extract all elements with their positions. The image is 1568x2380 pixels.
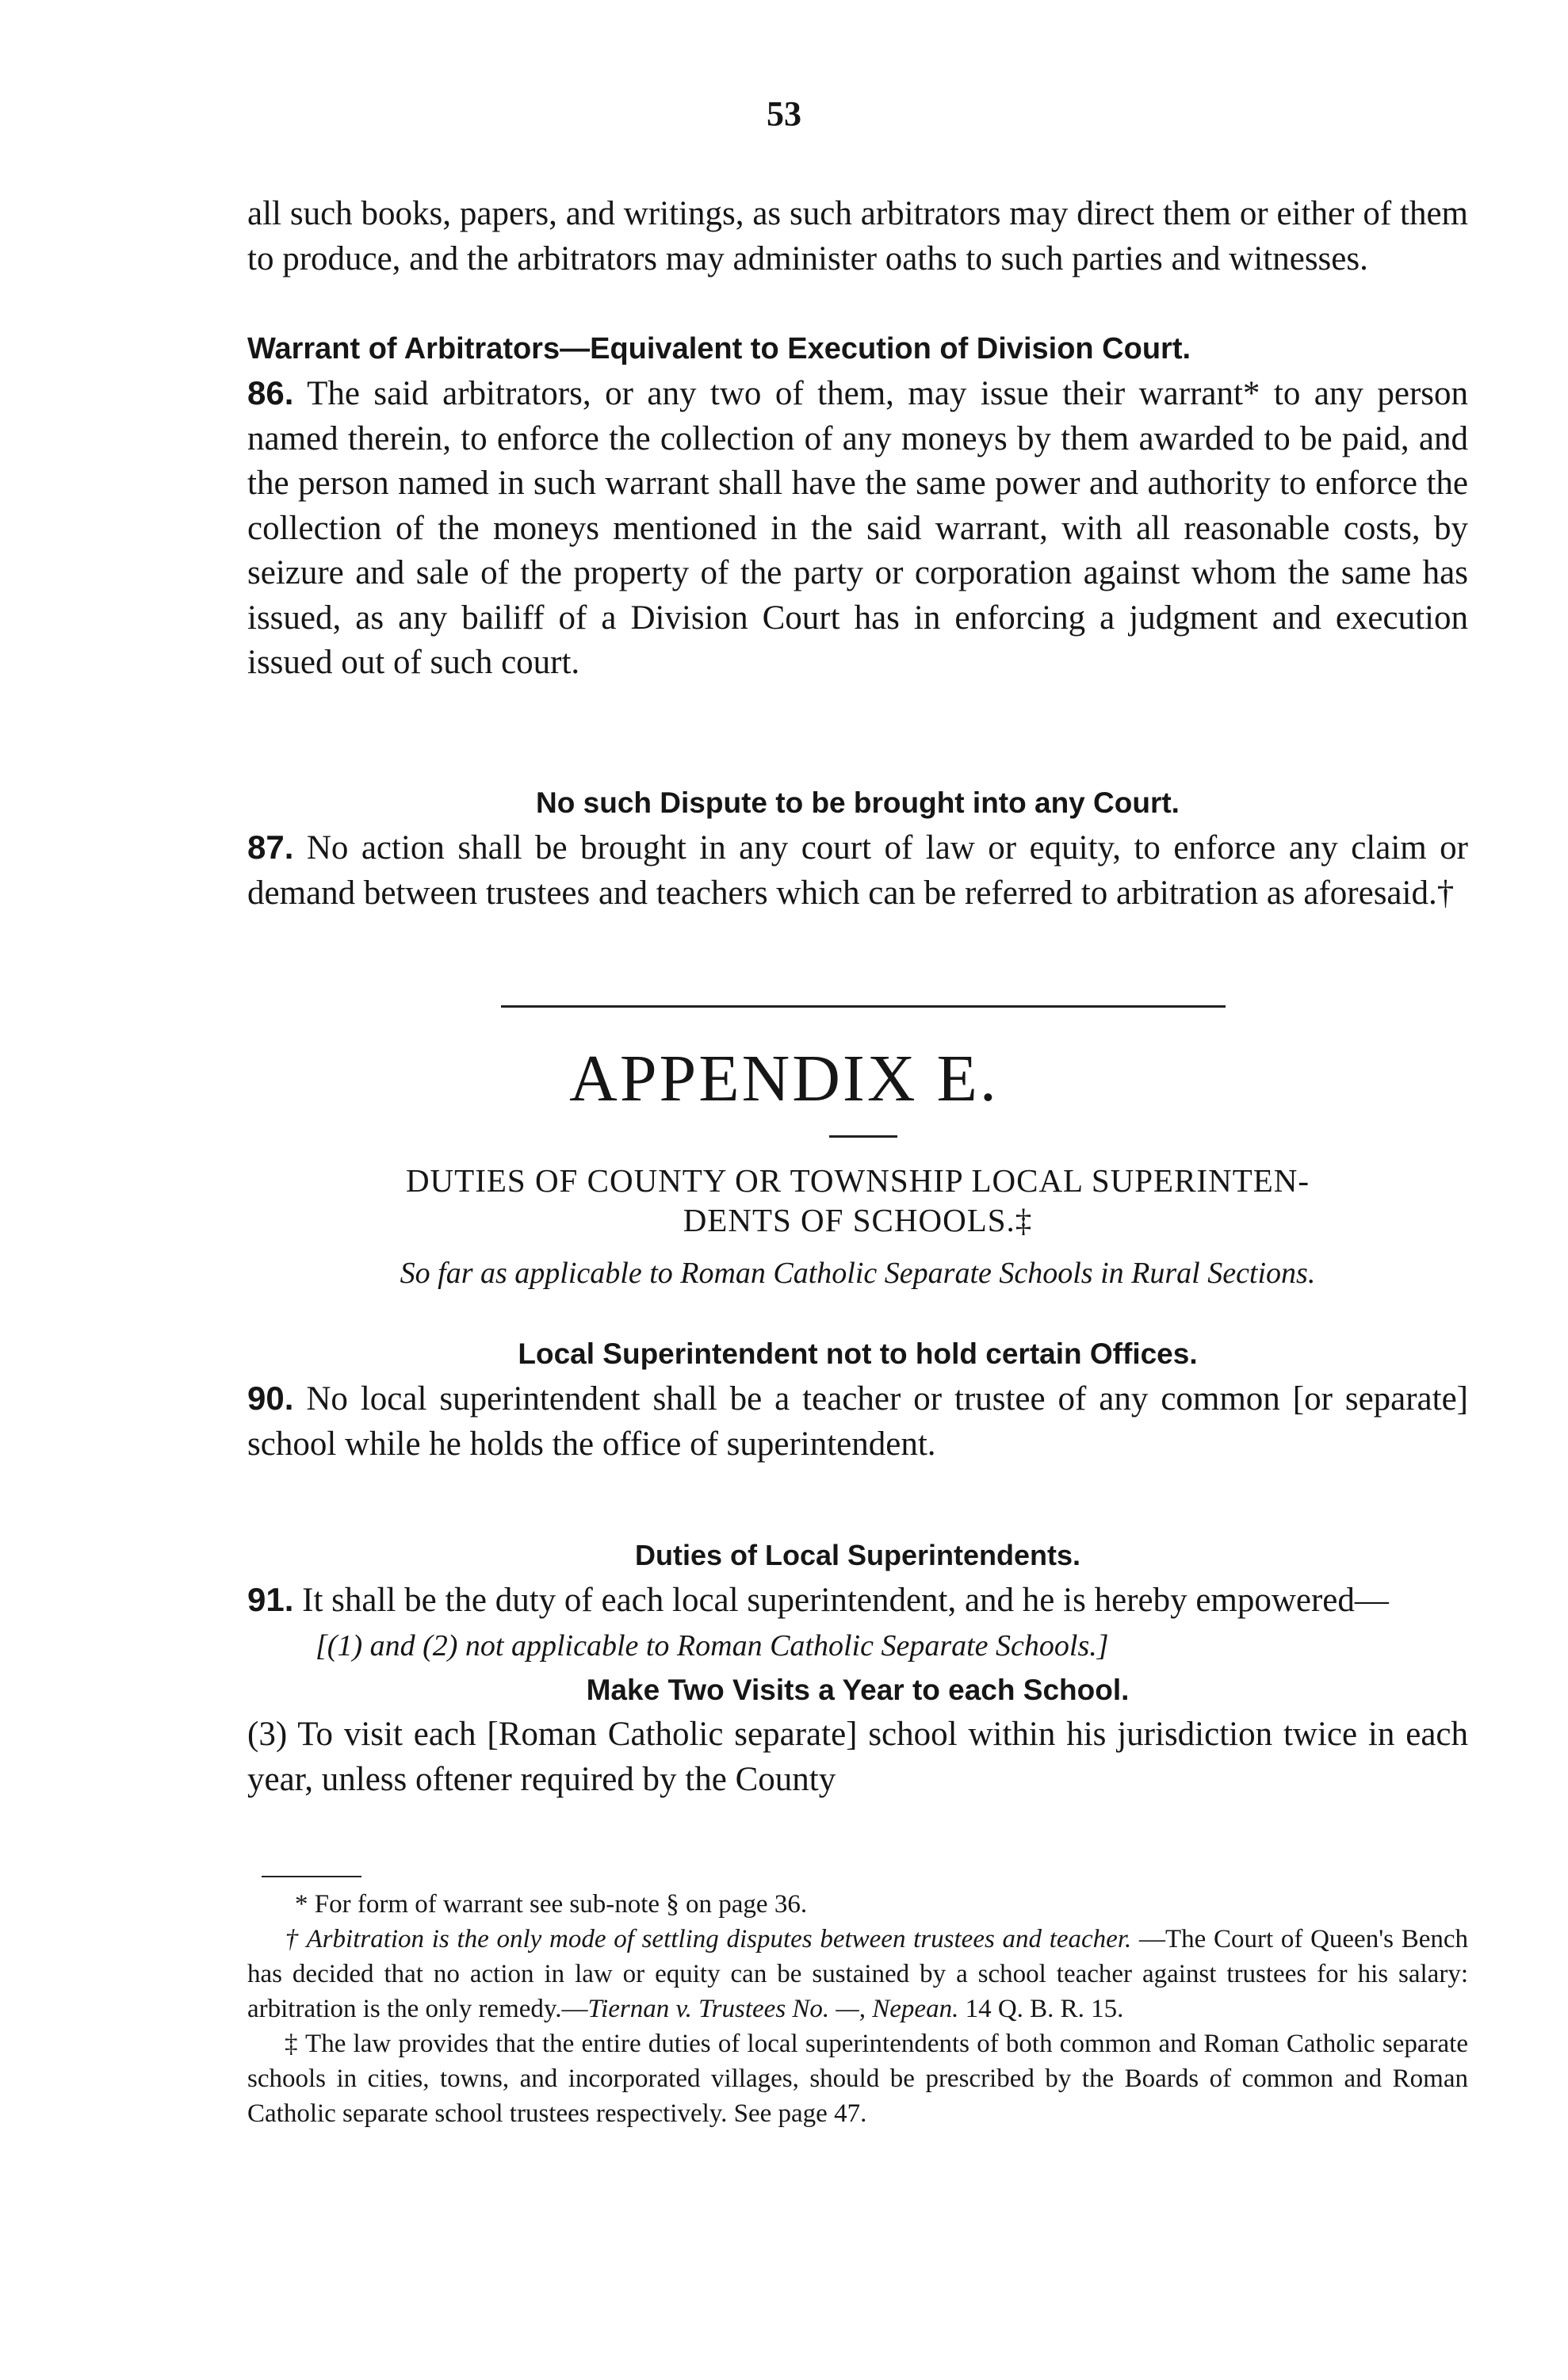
section-divider bbox=[501, 1005, 1226, 1008]
title-dash bbox=[829, 1135, 897, 1138]
page-number: 53 bbox=[767, 94, 801, 133]
footnote-1: * For form of warrant see sub-note § on page 36. bbox=[295, 1890, 808, 1919]
appendix-subtitle bbox=[247, 1161, 1468, 1240]
section-91-block bbox=[247, 1533, 1468, 1802]
appendix-subtitle-line-2: DENTS OF SCHOOLS.‡ bbox=[683, 1202, 1033, 1238]
section-87-block bbox=[247, 781, 1468, 916]
heading-warrant: Warrant of Arbitrators—Equivalent to Execution of Division Court. bbox=[247, 332, 1191, 365]
top-paragraph-block bbox=[247, 192, 1468, 281]
heading-dispute: No such Dispute to be brought into any Court. bbox=[536, 786, 1180, 819]
footnote-2-lead: † Arbitration is the only mode of settling disputes between trustees and teacher. bbox=[284, 1925, 1132, 1953]
section-86 bbox=[247, 371, 1468, 686]
footnote-rule bbox=[262, 1876, 361, 1877]
section-86-text: The said arbitrators, or any two of them, may issue their warrant* to any person named therein, to enforce the collection of any moneys by them awarded to be paid, and the person named in such warrant shall have the same power and authority to enforce the collection of the moneys mentioned in the said warrant, with all reasonable costs, by seizure and sale of the property of the party or corporation against whom the same has issued, as any bailiff of a Division Court has in enforcing a judgment and execution issued out of such court. bbox=[247, 375, 1468, 681]
footnote-2-body: —The Court of Queen's Bench has decided that no action in law or equity can be sustained by a school teacher against trustees for his salary: arbitration is the only remedy.— bbox=[247, 1925, 1468, 2023]
footnote-3-text: ‡ The law provides that the entire duties of local superintendents of both common and Roman Catholic separate schools in cities, towns, and incorporated villages, should be prescribed by the Boards of common and Roman Catholic separate school trustees respectively. See page 47. bbox=[247, 2030, 1468, 2128]
section-90-text: No local superintendent shall be a teacher or trustee of any common [or separate] school while he holds the office of superintendent. bbox=[247, 1380, 1468, 1463]
section-87-number: 87. bbox=[247, 828, 294, 866]
footnote-2-cite: 14 Q. B. R. 15. bbox=[965, 1995, 1124, 2023]
heading-visits: Make Two Visits a Year to each School. bbox=[586, 1674, 1130, 1706]
item-3 bbox=[247, 1712, 1468, 1802]
section-91-text: It shall be the duty of each local superintendent, and he is hereby empowered— bbox=[302, 1582, 1389, 1619]
heading-offices: Local Superintendent not to hold certain Offices. bbox=[518, 1337, 1198, 1370]
footnote-3 bbox=[247, 2026, 1468, 2131]
section-86-number: 86. bbox=[247, 374, 294, 411]
appendix-note: So far as applicable to Roman Catholic Separate Schools in Rural Sections. bbox=[400, 1257, 1316, 1290]
heading-duties: Duties of Local Superintendents. bbox=[634, 1539, 1081, 1571]
section-87 bbox=[247, 825, 1468, 916]
footnote-2-case: Tiernan v. Trustees No. —, Nepean. bbox=[587, 1995, 959, 2023]
appendix-title: APPENDIX E. bbox=[569, 1042, 999, 1115]
section-90-block bbox=[247, 1332, 1468, 1467]
top-paragraph: all such books, papers, and writings, as such arbitrators may direct them or either of them to produce, and the arbitrators may administer oaths to such parties and witnesses. bbox=[247, 195, 1468, 277]
section-91 bbox=[247, 1578, 1468, 1624]
section-87-text: No action shall be brought in any court of law or equity, to enforce any claim or demand between trustees and teachers which can be referred to arbitration as aforesaid.† bbox=[247, 829, 1469, 912]
appendix-subtitle-line-1: DUTIES OF COUNTY OR TOWNSHIP LOCAL SUPERINTEN- bbox=[405, 1162, 1310, 1199]
section-90-number: 90. bbox=[247, 1379, 294, 1417]
item-3-number: (3) bbox=[247, 1716, 288, 1753]
footnote-2 bbox=[247, 1922, 1468, 2026]
bracket-note: [(1) and (2) not applicable to Roman Catholic Separate Schools.] bbox=[316, 1628, 1109, 1663]
section-90 bbox=[247, 1376, 1468, 1467]
section-86-block bbox=[247, 327, 1468, 686]
section-91-number: 91. bbox=[247, 1581, 294, 1618]
footnotes bbox=[247, 1887, 1468, 2131]
item-3-text: To visit each [Roman Catholic separate] school within his jurisdiction twice in each year, unless oftener required by the County bbox=[247, 1716, 1468, 1798]
